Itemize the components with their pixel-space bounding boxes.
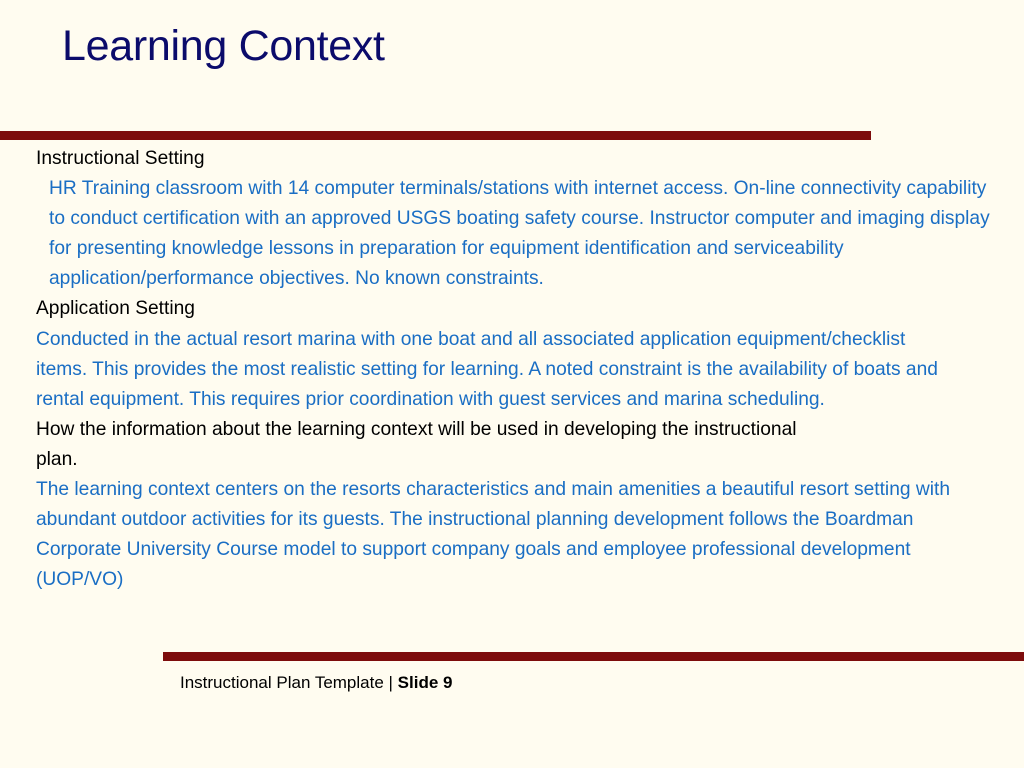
instructional-setting-text: HR Training classroom with 14 computer terminals/stations with internet access. On-line connectivity capability to conduct certification with an approved USGS boating safety course. Instructor computer and imaging display for presenting knowledge lessons in preparation for equipment identification and serviceability application/performance objectives. No known constraints. bbox=[49, 178, 990, 290]
slide-content bbox=[36, 144, 996, 595]
usage-heading: How the information about the learning context will be used in developing the instructional plan. bbox=[36, 418, 797, 470]
footer-template-label: Instructional Plan Template | bbox=[180, 673, 398, 692]
application-setting-text: Conducted in the actual resort marina with one boat and all associated application equipment/checklist items. This provides the most realistic setting for learning. A noted constraint is the availability of boats and rental equipment. This requires prior coordination with guest services and marina scheduling. bbox=[36, 328, 938, 410]
usage-text: The learning context centers on the resorts characteristics and main amenities a beautiful resort setting with abundant outdoor activities for its guests. The instructional planning development follows the Boardman Corporate University Course model to support company goals and employee professional development (UOP/VO) bbox=[36, 479, 950, 591]
application-setting-heading: Application Setting bbox=[36, 298, 195, 320]
slide-title: Learning Context bbox=[62, 22, 385, 70]
instructional-setting-heading: Instructional Setting bbox=[36, 148, 205, 169]
top-divider-bar bbox=[0, 131, 871, 140]
footer-slide-number: Slide 9 bbox=[397, 673, 453, 692]
slide-footer bbox=[180, 673, 452, 693]
bottom-divider-bar bbox=[163, 652, 1024, 661]
